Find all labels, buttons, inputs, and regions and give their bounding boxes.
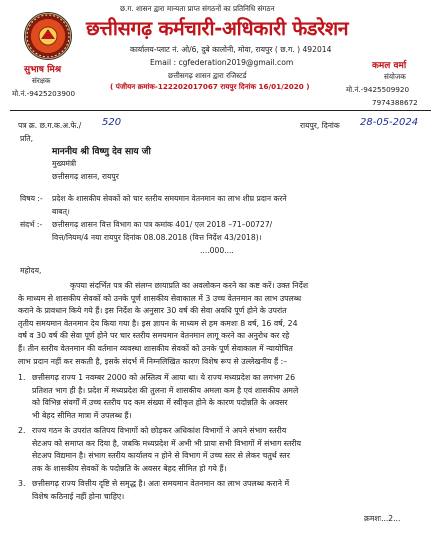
logo-emblem-icon — [25, 13, 71, 59]
separator: ....000.... — [200, 246, 234, 255]
point-line: छत्तीसगढ़ राज्य वित्तीय दृष्टि से समृद्ध है। अतः समयमान वेतनमान का लाभ उपलब्ध कराने में — [32, 479, 290, 488]
reference-line-2: वित्त/नियम/4 नया रायपुर दिनांक 08.08.2018 (वित्त निर्देश 43/2018)। — [52, 233, 262, 242]
office-address: कार्यालय-प्लाट नं. ओ/6, दुबे कालोनी, मोवा, रायपुर ( छ.ग. ) 492014 — [130, 45, 332, 54]
paragraph-line: के माध्यम से शासकीय सेवकों को उनके पूर्ण शासकीय सेवाकाल में 3 उच्च वेतनमान का लाभ उपलब्ध — [18, 293, 302, 303]
convener-mobile-2: 7974388672 — [372, 98, 418, 107]
date-label: रायपुर, दिनांक — [300, 121, 340, 130]
paragraph-line: कृपया संदर्भित पत्र की संलग्न छायाप्रति का अवलोकन करने का कष्ट करें। उक्त निर्देश — [70, 281, 309, 290]
top-note: छ.ग. शासन द्वारा मान्यता प्राप्त संगठनों का प्रतिनिधि संगठन — [120, 4, 275, 13]
subject-line-2: बाबत्। — [52, 207, 70, 216]
reference-line-1: छत्तीसगढ़ शासन वित्त विभाग का पत्र कमांक 401/ एल 2018 –71–00727/ — [52, 220, 273, 229]
email-address: Email : cgfederation2019@gmail.com — [150, 58, 294, 67]
convener-role: संयोजक — [384, 72, 406, 81]
registration-number: ( पंजीयन क्रमांक-122202017067 रायपुर दिनांक 16/01/2020 ) — [110, 82, 310, 91]
paragraph-1 — [18, 280, 428, 368]
point-line: छत्तीसगढ़ राज्य 1 नवम्बर 2000 को अस्तित्व में आया था। ये राज्य मध्यप्रदेश का लगभग 26 — [32, 373, 296, 382]
convener-mobile: मो.नं.-9425509920 — [346, 85, 410, 94]
paragraph-line: कराने के प्रावधान किये गये हैं। इस निर्देश के अनुसार 30 वर्ष की सेवा अवधि पूर्ण होने के उपरांत — [18, 306, 287, 316]
point-line: राज्य गठन के उपरांत कतिपय विभागों को छोड़कर अधिकांश विभागों ने अपने संभाग स्तरीय — [32, 426, 287, 435]
paragraph-line: वर्ष व 30 वर्ष की सेवा पूर्ण होने पर चार स्तरीय समयमान वेतनमान लागू करने का अनुरोध कर रहे — [18, 331, 290, 341]
organization-name: छत्तीसगढ़ कर्मचारी-अधिकारी फेडरेशन — [86, 17, 349, 40]
salutation: महोदय, — [20, 266, 42, 275]
to-label: प्रति, — [20, 134, 34, 143]
point-line: सेटअप विद्यमान है। संभाग स्तरीय कार्यालय न होने से विभाग में उच्च स्तर से लेकर चतुर्थ स्तर — [32, 451, 290, 461]
patron-name: सुभाष मिश्र — [24, 65, 62, 75]
point-number: 3. — [18, 479, 26, 488]
recipient-post: मुख्यमंत्री — [52, 159, 77, 168]
letter-date: 28-05-2024 — [360, 117, 419, 128]
federation-logo — [24, 12, 72, 60]
registration-line: छत्तीसगढ़ शासन द्वारा रजिस्टर्ड — [168, 71, 247, 80]
point-line: प्रतिशत भाग ही है। प्रदेश में मध्यप्रदेश की तुलना में शासकीय अमला कम है एवं शासकीय अमले — [32, 385, 299, 395]
paragraph-line: लाभ प्रदान नहीं कर सकती है, इसके संदर्भ में निम्नलिखित कारण विशेष रूप से उल्लेखनीय हैं :– — [18, 356, 288, 366]
point-line: तक के शासकीय सेवकों के पदोन्नति के अवसर बेहद सीमित हो गये हैं। — [32, 463, 227, 473]
point-3 — [18, 478, 428, 503]
letterhead-divider — [10, 110, 431, 111]
reference-label: संदर्भ :- — [20, 220, 43, 229]
page-marker: क्रमशः...2... — [364, 514, 401, 523]
point-line: सेटअप को समाप्त कर दिया है, जबकि मध्यप्रदेश में अभी भी प्रायः सभी विभागों में संभाग स्तरीय — [32, 438, 302, 448]
patron-mobile: मो.नं.-9425203900 — [12, 89, 76, 98]
patron-role: संरक्षक — [32, 76, 51, 85]
subject-label: विषय :- — [20, 194, 43, 203]
reference-number: 520 — [102, 117, 122, 128]
recipient-name: माननीय श्री विष्णु देव साय जी — [52, 147, 151, 157]
point-line: विशेष कठिनाई नहीं होना चाहिए। — [32, 491, 125, 501]
subject-line-1: प्रदेश के शासकीय सेवकों को चार स्तरीय समयमान वेतनमान का लाभ शीघ्र प्रदान करने — [52, 194, 287, 203]
point-1 — [18, 372, 428, 422]
convener-name: कमल वर्मा — [372, 61, 407, 71]
point-line: को विभिन्न संवर्गों में उच्च स्तरीय पद कम संख्या में स्वीकृत होने के कारण पदोन्नति के अवसर — [32, 398, 288, 408]
point-2 — [18, 425, 428, 475]
paragraph-line: तृतीय समयमान वेतनमान देय किया गया है। इस ज्ञापन के माध्यम से हम कमशः 8 वर्ष, 16 वर्ष, 24 — [18, 318, 298, 328]
reference-number-label: पत्र क्र. छ.ग.क.अ.फे./ — [18, 121, 82, 130]
paragraph-line: हैं। तीन स्तरीय वेतनमान की वर्तमान व्यवस्था शासकीय सेवकों को उनके पूर्ण सेवाकाल में न्यायोचित — [18, 343, 293, 353]
recipient-office: छत्तीसगढ़ शासन, रायपुर — [52, 172, 119, 181]
point-number: 1. — [18, 373, 26, 382]
point-number: 2. — [18, 426, 26, 435]
point-line: भी बेहद सीमित मात्रा में उपलब्ध हैं। — [32, 410, 132, 420]
